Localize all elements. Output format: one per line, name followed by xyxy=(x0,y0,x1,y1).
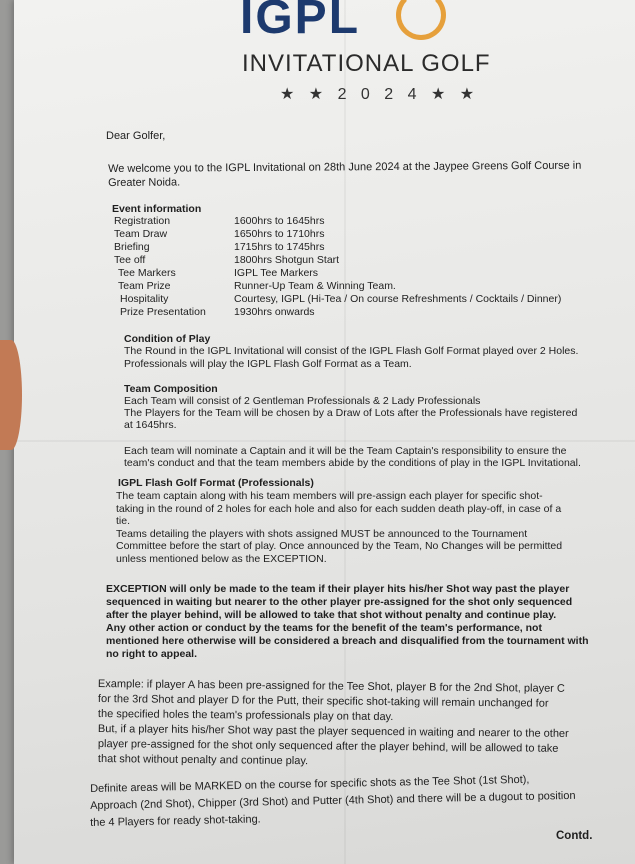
event-value: 1715hrs to 1745hrs xyxy=(234,241,325,253)
event-label: Team Prize xyxy=(118,280,171,292)
event-label: Tee Markers xyxy=(118,267,176,279)
salutation: Dear Golfer, xyxy=(106,130,166,142)
event-value: 1600hrs to 1645hrs xyxy=(234,215,325,227)
format-lines-line: Teams detailing the players with shots assigned MUST be announced to the Tournament xyxy=(116,527,528,540)
definite-lines-line: the 4 Players for ready shot-taking. xyxy=(90,813,261,829)
team-lines-line: at 1645hrs. xyxy=(124,419,177,431)
event-value: 1800hrs Shotgun Start xyxy=(234,254,340,266)
exception-lines-line: sequenced in waiting but nearer to the other player pre-assigned for the shot only sequenced xyxy=(106,596,573,608)
exception-lines-line: after the player behind, will be allowed to take that shot without penalty and continue play. xyxy=(106,609,557,621)
condition-lines-line: Professionals will play the IGPL Flash Golf Format as a Team. xyxy=(124,358,412,370)
event-label: Briefing xyxy=(114,241,150,253)
format-lines-line: tie. xyxy=(116,515,131,527)
team-heading: Team Composition xyxy=(124,383,218,395)
event-label: Team Draw xyxy=(114,228,168,240)
igpl-logo xyxy=(236,0,491,110)
format-lines-line: Committee before the start of play. Once announced by the Team, No Changes will be permitted xyxy=(116,540,563,552)
event-label: Tee off xyxy=(114,254,146,266)
welcome-line: Greater Noida. xyxy=(108,176,181,189)
event-value: 1650hrs to 1710hrs xyxy=(234,228,325,240)
team-lines-line: The Players for the Team will be chosen by a Draw of Lots after the Professionals have registered xyxy=(124,407,578,419)
captain-lines-line: Each team will nominate a Captain and it will be the Team Captain's responsibility to ensure the xyxy=(124,445,567,457)
format-lines-line: unless mentioned below as the EXCEPTION. xyxy=(116,552,327,565)
event-value: Runner-Up Team & Winning Team. xyxy=(234,280,396,292)
exception-lines-line: Any other action or conduct by the teams for the benefit of the team's performance, not xyxy=(106,622,542,634)
condition-heading: Condition of Play xyxy=(124,333,211,345)
logo-letters: IGPL xyxy=(240,0,361,44)
welcome-line: We welcome you to the IGPL Invitational on 28th June 2024 at the Jaypee Greens Golf Course in xyxy=(108,159,582,175)
event-heading: Event information xyxy=(112,203,202,215)
condition-lines-line: The Round in the IGPL Invitational will consist of the IGPL Flash Golf Format played over 2 Holes. xyxy=(124,345,579,357)
logo-year: ★ ★ 2 0 2 4 ★ ★ xyxy=(280,86,480,103)
thumb xyxy=(0,340,22,450)
example-lines-line: But, if a player hits his/her Shot way past the player sequenced in waiting and nearer to the other xyxy=(97,723,569,740)
example-lines-line: the specified holes the team's professionals play on that day. xyxy=(97,708,394,724)
example-lines-line: Example: if player A has been pre-assigned for the Tee Shot, player B for the 2nd Shot, player C xyxy=(97,678,565,695)
event-label: Prize Presentation xyxy=(120,306,206,318)
format-lines-line: taking in the round of 2 holes for each hole and also for each sudden death play-off, in case of a xyxy=(116,502,562,515)
definite-lines-line: Definite areas will be MARKED on the course for specific shots as the Tee Shot (1st Shot), xyxy=(90,773,530,795)
continued-label: Contd. xyxy=(556,830,593,842)
exception-lines-line: no right to appeal. xyxy=(106,648,197,660)
event-value: IGPL Tee Markers xyxy=(234,267,319,279)
captain-lines-line: team's conduct and that the team members abide by the conditions of play in the IGPL Invitational. xyxy=(124,457,581,469)
event-value: Courtesy, IGPL (Hi-Tea / On course Refreshments / Cocktails / Dinner) xyxy=(234,293,562,305)
example-lines-line: player pre-assigned for the shot only sequenced after the player behind, will be allowed to take xyxy=(97,738,559,755)
example-lines-line: for the 3rd Shot and player D for the Putt, their specific shot-taking will remain unchanged for xyxy=(97,693,549,710)
format-lines-line: The team captain along with his team members will pre-assign each player for specific shot- xyxy=(116,490,543,502)
format-heading: IGPL Flash Golf Format (Professionals) xyxy=(118,477,314,489)
event-value: 1930hrs onwards xyxy=(234,306,315,318)
exception-lines-line: mentioned here otherwise will be considered a breach and disqualified from the tournament with xyxy=(106,635,589,647)
paper-fold xyxy=(14,440,635,442)
golf-ball-icon xyxy=(396,0,446,40)
team-lines-line: Each Team will consist of 2 Gentleman Professionals & 2 Lady Professionals xyxy=(124,395,481,407)
definite-lines-line: Approach (2nd Shot), Chipper (3rd Shot) and Putter (4th Shot) and there will be a dugout to position xyxy=(90,789,576,812)
event-label: Registration xyxy=(114,215,171,227)
event-label: Hospitality xyxy=(120,293,169,305)
example-lines-line: that shot without penalty and continue play. xyxy=(97,753,309,768)
logo-title: INVITATIONAL GOLF xyxy=(242,50,491,77)
exception-lines-line: EXCEPTION will only be made to the team if their player hits his/her Shot way past the player xyxy=(106,583,570,595)
